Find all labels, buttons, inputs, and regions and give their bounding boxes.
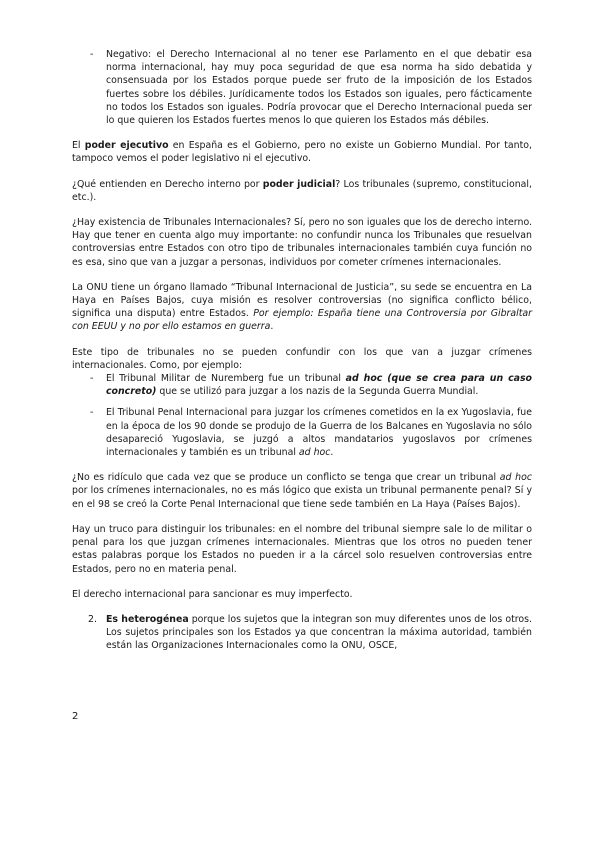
italic-term: ad hoc <box>298 447 331 459</box>
list-item-negativo <box>72 48 532 127</box>
bullet-dash: - <box>90 407 94 419</box>
paragraph-tribunales: ¿Hay existencia de Tribunales Internacionales? Sí, pero no son iguales que los de derecho interno. Hay que tener en cuenta algo muy importante: no confundir nunca los Tribunales que resuelvan controversias entre Estados con otro tipo de tribunales internacionales también cuya función no es esa, sino que van a juzgar a personas, individuos por cometer crímenes internacionales. <box>72 217 532 268</box>
italic-term: ad hoc <box>499 472 532 484</box>
bullet-dash: - <box>90 49 94 60</box>
paragraph-onu: La ONU tiene un órgano llamado “Tribunal Internacional de Justicia”, su sede se encuentra en La Haya en Países Bajos, cuya misión es resolver controversias (no significa conflicto bélico, significa una disputa) entre Estados. Por ejemplo: España tiene una Controversia por Gibraltar con EEUU y no por ello estamos en guerra. <box>72 281 533 333</box>
example-text: Por ejemplo: España tiene una Controversia por Gibraltar con EEUU y no por ello estamos en guerra <box>72 308 533 333</box>
paragraph-tipo-tribunales: Este tipo de tribunales no se pueden confundir con los que van a juzgar crímenes internacionales. Como, por ejemplo: <box>72 346 532 371</box>
bold-term: poder ejecutivo <box>84 140 169 152</box>
bullet-text: Negativo: el Derecho Internacional al no tener ese Parlamento en el que debatir esa norma internacional, hay muy poca seguridad de que esa norma ha sido debatida y consensuada por los Estados porque puede ser fruto de la imposición de los Estados fuertes sobre los débiles. Jurídicamente todos los Estados son iguales, pero fácticamente no todos los Estados son iguales. Podría provocar que el Derecho Internacional pueda ser lo que quieren los Estados fuertes menos lo que quieren los Estados más débiles. <box>106 49 532 127</box>
bullet-dash: - <box>90 373 94 385</box>
paragraph-poder-judicial: ¿Qué entienden en Derecho interno por poder judicial? Los tribunales (supremo, constitucional, etc.). <box>72 178 533 203</box>
list-item-yugoslavia: - El Tribunal Penal Internacional para juzgar los crímenes cometidos en la ex Yugoslavia, fue en la época de los 90 donde se produjo de la Guerra de los Balcanes en Yugoslavia no sólo desapareció Yugoslavia, se juzgó a altos mandatarios yugoslavos por crímenes internacionales y también es un tribunal ad hoc. <box>90 407 532 459</box>
paragraph-poder-ejecutivo: El poder ejecutivo en España es el Gobierno, pero no existe un Gobierno Mundial. Por tanto, tampoco vemos el poder legislativo ni el ejecutivo. <box>72 140 532 165</box>
page-number: 2 <box>72 711 79 722</box>
paragraph-truco: Hay un truco para distinguir los tribunales: en el nombre del tribunal siempre sale lo de militar o penal para los que juzgan crímenes internacionales. Mientras que los otros no pueden tener estas palabras porque los Estados no pueden ir a la cárcel solo resuelven controversias entre Estados, pero no en materia penal. <box>72 523 532 575</box>
list-item-nuremberg: - El Tribunal Militar de Nuremberg fue un tribunal ad hoc (que se crea para un caso concreto) que se utilizó para juzgar a los nazis de la Segunda Guerra Mundial. <box>90 373 532 398</box>
paragraph-imperfecto: El derecho internacional para sancionar es muy imperfecto. <box>72 588 353 600</box>
bold-italic-term: ad hoc (que se crea para un caso concreto) <box>106 373 532 398</box>
bold-term: poder judicial <box>262 178 336 190</box>
list-number: 2. <box>88 613 97 625</box>
paragraph-ridiculo: ¿No es ridículo que cada vez que se produce un conflicto se tenga que crear un tribunal ad hoc por los crímenes internacionales, no es más lógico que exista un tribunal permanente penal? Sí y en el 98 se creó la Corte Penal Internacional que tiene sede también en La Haya (Países Bajos). <box>72 472 532 510</box>
numbered-item-2: 2. Es heterogénea porque los sujetos que la integran son muy diferentes unos de los otros. Los sujetos principales son los Estados ya que concentran la máxima autoridad, también están las Organizaciones Internacionales como la ONU, OSCE, <box>88 613 532 652</box>
bold-term: Es heterogénea <box>106 613 189 625</box>
document-page <box>72 48 532 653</box>
